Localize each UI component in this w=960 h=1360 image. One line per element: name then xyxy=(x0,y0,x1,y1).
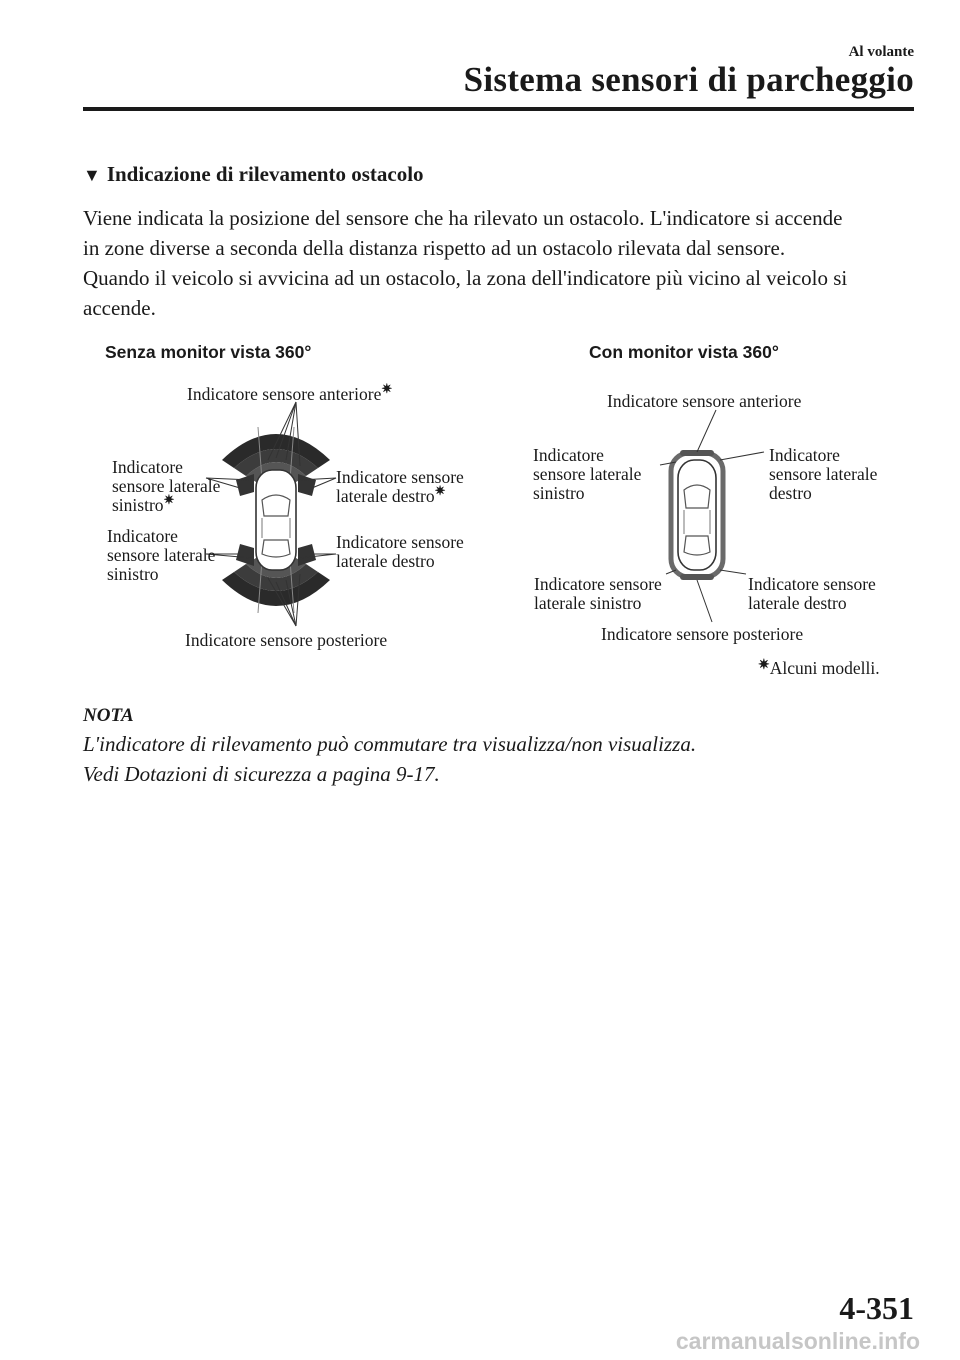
body-paragraph xyxy=(83,203,913,323)
left-rear-side-sensor-label-360: Indicatore sensore laterale sinistro xyxy=(534,574,662,613)
right-rear-side-zone xyxy=(298,544,316,566)
sensor-diagram xyxy=(0,330,960,690)
header-rule xyxy=(83,107,914,111)
footnote-asterisk-icon: ✷ xyxy=(381,381,393,396)
right-side-sensor-label-bottom: Indicatore sensore laterale destro xyxy=(336,532,464,571)
left-front-side-zone xyxy=(236,474,254,496)
body-line: accende. xyxy=(83,296,156,320)
right-side-sensor-label-360: Indicatore sensore laterale destro xyxy=(769,445,878,503)
left-rear-side-zone xyxy=(236,544,254,566)
right-side-sensor-label-top: Indicatore sensore laterale destro✷ xyxy=(336,467,464,506)
body-line: in zone diverse a seconda della distanza rispetto ad un ostacolo rilevata dal sensore. xyxy=(83,236,786,260)
page-number: 4-351 xyxy=(839,1290,914,1326)
front-sensor-label: Indicatore sensore anteriore✷ xyxy=(187,381,393,404)
chapter-label: Al volante xyxy=(848,44,914,60)
note-text xyxy=(83,729,696,789)
footnote-asterisk-icon: ✷ xyxy=(163,492,175,507)
diagram-without-360-monitor xyxy=(105,342,468,650)
section-heading-text: Indicazione di rilevamento ostacolo xyxy=(106,162,424,186)
body-line: Quando il veicolo si avvicina ad un ostacolo, la zona dell'indicatore più vicino al veicolo si xyxy=(83,266,848,290)
diagram-right-caption: Con monitor vista 360° xyxy=(589,342,779,362)
right-front-side-zone xyxy=(298,474,316,496)
section-heading xyxy=(83,162,424,187)
footnote-asterisk-icon: ✷ xyxy=(758,658,770,673)
left-side-sensor-label-360: Indicatore sensore laterale sinistro xyxy=(533,445,642,503)
left-side-sensor-label-top: Indicatore sensore laterale sinistro✷ xyxy=(112,457,221,515)
note-label: NOTA xyxy=(83,705,134,726)
rear-sensor-band xyxy=(680,574,714,580)
note-line: L'indicatore di rilevamento può commutare tra visualizza/non visualizza. xyxy=(83,732,697,756)
triangle-bullet-icon: ▼ xyxy=(83,165,101,185)
car-top-view-360 xyxy=(678,460,716,570)
watermark: carmanualsonline.info xyxy=(675,1328,920,1354)
footnote-asterisk-icon: ✷ xyxy=(434,483,446,498)
rear-sensor-label-360: Indicatore sensore posteriore xyxy=(601,624,804,644)
rear-sensor-label: Indicatore sensore posteriore xyxy=(185,630,388,650)
page-title: Sistema sensori di parcheggio xyxy=(463,60,914,99)
diagram-with-360-monitor xyxy=(533,342,882,644)
note-line: Vedi Dotazioni di sicurezza a pagina 9-17. xyxy=(83,762,440,786)
right-rear-side-sensor-label-360: Indicatore sensore laterale destro xyxy=(748,574,876,613)
diagram-left-caption: Senza monitor vista 360° xyxy=(105,342,312,362)
footnote: ✷Alcuni modelli. xyxy=(758,658,880,678)
body-line: Viene indicata la posizione del sensore che ha rilevato un ostacolo. L'indicatore si accende xyxy=(83,206,843,230)
front-sensor-label-360: Indicatore sensore anteriore xyxy=(607,391,802,411)
car-top-view xyxy=(256,470,296,570)
left-side-sensor-label-bottom: Indicatore sensore laterale sinistro xyxy=(107,526,216,584)
